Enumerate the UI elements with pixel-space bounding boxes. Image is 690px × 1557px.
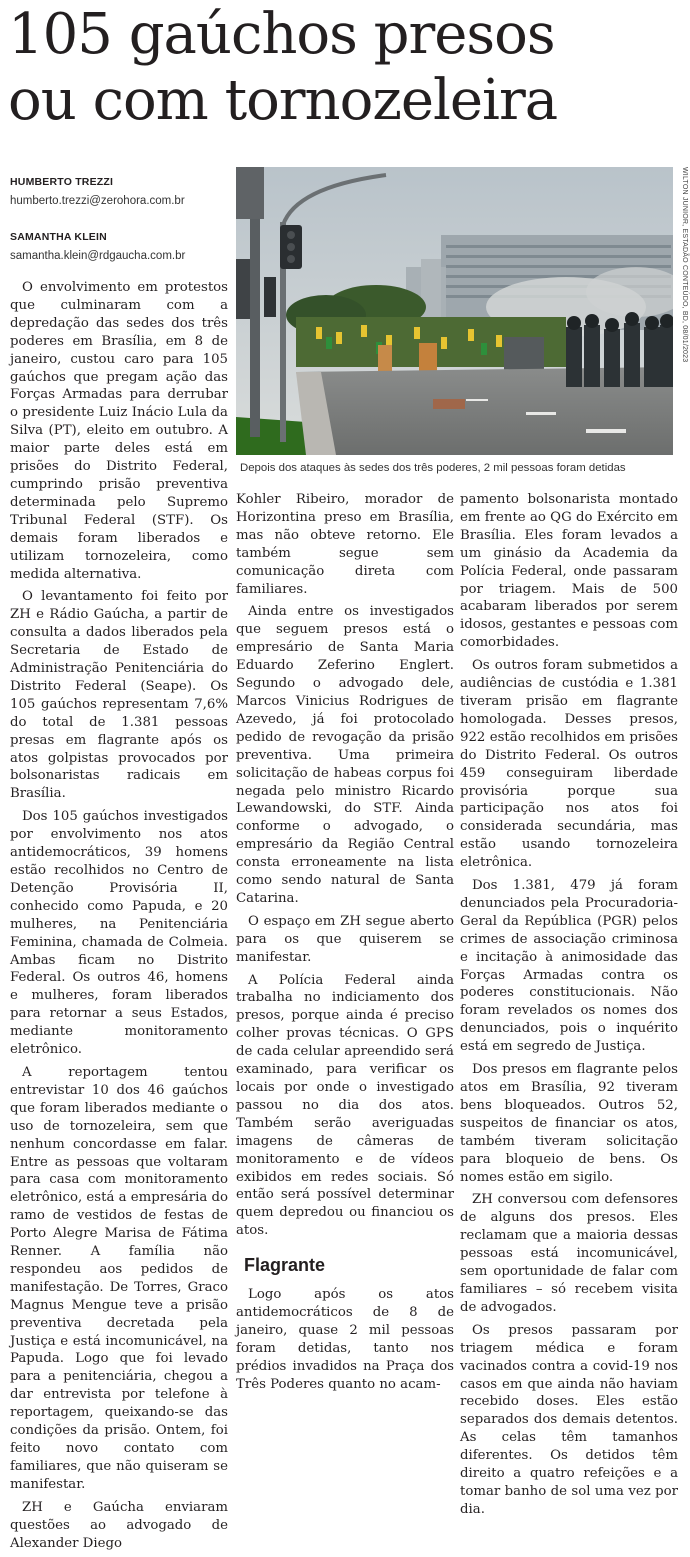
news-photo — [236, 167, 673, 455]
byline-author-2 — [10, 230, 230, 264]
photo-credit-text: WILTON JUNIOR, ESTADÃO CONTEÚDO, BD, 08/01/2023 — [681, 167, 688, 363]
author-email[interactable]: samantha.klein@rdgaucha.com.br — [10, 250, 186, 262]
article-column-2 — [236, 491, 454, 1399]
article-column-3 — [460, 491, 678, 1524]
paragraph: ZH conversou com defensores de alguns dos presos. Eles reclamam que a maioria dessas pessoas está incomunicável, sem oportunidade de falar com familiares – só recebem visita de advogados. — [460, 1192, 678, 1315]
paragraph: pamento bolsonarista montado em frente ao QG do Exército em Brasília. Eles foram levados a um ginásio da Academia da Polícia Federal, onde passaram por triagem. Mais de 500 acabaram liberados por serem idosos, gestantes e pessoas com comorbidades. — [460, 492, 678, 651]
byline-author-1 — [10, 175, 230, 209]
author-name: HUMBERTO TREZZI — [10, 176, 114, 188]
paragraph: Dos 1.381, 479 já foram denunciados pela Procuradoria-Geral da República (PGR) pelos crimes de associação criminosa e incitação à animosidade das Forças Armadas contra os poderes constitucionais. Não foram revelados os nomes dos denunciados, pois o inquérito está em segredo de Justiça. — [460, 878, 678, 1055]
paragraph: ZH e Gaúcha enviaram questões ao advogado de Alexander Diego — [10, 1499, 228, 1551]
headline-line-2: ou com tornozeleira — [8, 68, 558, 133]
author-name: SAMANTHA KLEIN — [10, 231, 107, 243]
paragraph: O levantamento foi feito por ZH e Rádio Gaúcha, a partir de consulta a dados liberados pela Secretaria de Estado de Administração Penitenciária do Distrito Federal (Seape). Os 105 gaúchos representam 7,6% do total de 1.381 pessoas presas em flagrante após os atos golpistas provocados por bolsonaristas radicais em Brasília. — [10, 589, 228, 802]
protest-scene-illustration — [236, 167, 673, 455]
photo-credit — [676, 167, 688, 455]
paragraph: A Polícia Federal ainda trabalha no indiciamento dos presos, porque ainda é preciso colher provas técnicas. O GPS de cada celular apreendido será examinado, para verificar os locais por onde o investigado passou no dia dos atos. Também serão averiguadas imagens de câmeras de monitoramento e de vídeos exibidos em redes sociais. Só então será possível determinar quem depredou ou financiou os atos. — [236, 972, 454, 1239]
headline — [8, 2, 688, 134]
paragraph: Os outros foram submetidos a audiências de custódia e 1.381 tiveram prisão em flagrante homologada. Desses presos, 922 estão recolhidos em prisões do Distrito Federal. Os outros 459 conseguiram liberdade provisória porque sua participação nos atos foi considerada secundária, mas estão usando tornozeleira eletrônica. — [460, 658, 678, 871]
paragraph: Os presos passaram por triagem médica e foram vacinados contra a covid-19 nos casos em que ainda não haviam recebido doses. Eles estão separados dos demais detentos. As celas têm tamanhos diferentes. Os detidos têm direito a quatro refeições e a tomar banho de sol uma vez por dia. — [460, 1322, 678, 1517]
paragraph: Kohler Ribeiro, morador de Horizontina preso em Brasília, mas não obteve retorno. Ele também segue sem comunicação direta com familiares. — [236, 492, 454, 597]
author-email[interactable]: humberto.trezzi@zerohora.com.br — [10, 195, 185, 207]
article-column-1 — [10, 279, 228, 1557]
paragraph: Logo após os atos antidemocráticos de 8 de janeiro, quase 2 mil pessoas foram detidas, tanto nos prédios invadidos na Praça dos Três Poderes quanto no acam- — [236, 1287, 454, 1392]
photo-caption: Depois dos ataques às sedes dos três poderes, 2 mil pessoas foram detidas — [240, 462, 626, 474]
subheading: Flagrante — [244, 1255, 326, 1276]
headline-line-1: 105 gaúchos presos — [8, 2, 555, 67]
paragraph: Dos presos em flagrante pelos atos em Brasília, 92 tiveram bens bloqueados. Outros 52, suspeitos de financiar os atos, também tiveram solicitação para bloqueio de bens. Os nomes estão em sigilo. — [460, 1062, 678, 1185]
paragraph: A reportagem tentou entrevistar 10 dos 46 gaúchos que foram liberados mediante o uso de tornozeleira, sem que nenhum concordasse em falar. Entre as pessoas que voltaram para casa com monitoramento eletrônico, está a empresária do ramo de vestidos de festas de Porto Alegre Marisa de Fátima Renner. A família não respondeu aos pedidos de manifestação. De Torres, Graco Magnus Mengue teve a prisão preventiva decretada pela Justiça e está incomunicável, na Papuda. Logo que foi levado para a penitenciária, chegou a dar entrevista por telefone à reportagem, queixando-se das condições da prisão. Ontem, foi feito novo contato com familiares, que não quiseram se manifestar. — [10, 1064, 229, 1492]
paragraph: Ainda entre os investigados que seguem presos está o empresário de Santa Maria Eduardo Zeferino Englert. Segundo o advogado dele, Marcos Vinicius Rodrigues de Azevedo, já foi protocolado pedido de revogação da prisão preventiva. Uma primeira solicitação de habeas corpus foi negada pelo ministro Ricardo Lewandowski, do STF. Ainda conforme o advogado, o empresário da Região Central consta erroneamente na lista como sendo natural de Santa Catarina. — [236, 604, 454, 906]
paragraph: Dos 105 gaúchos investigados por envolvimento nos atos antidemocráticos, 39 homens estão recolhidos no Centro de Detenção Provisória II, conhecido como Papuda, e 20 mulheres, na Penitenciária Feminina, chamada de Colmeia. Ambas ficam no Distrito Federal. Os outros 46, homens e mulheres, foram liberados para retornar a seus Estados, mediante monitoramento eletrônico. — [10, 809, 228, 1058]
paragraph: O envolvimento em protestos que culminaram com a depredação das sedes dos três poderes em Brasília, em 8 de janeiro, custou caro para 105 gaúchos que pregam ação das Forças Armadas para derrubar o presidente Luiz Inácio Lula da Silva (PT), eleito em outubro. A maior parte deles está em prisões do Distrito Federal, cumprindo prisão preventiva determinada pelo Supremo Tribunal Federal (STF). Os demais foram liberados e utilizam tornozeleira, como medida alternativa. — [10, 280, 228, 582]
paragraph: O espaço em ZH segue aberto para os que quiserem se manifestar. — [236, 913, 454, 965]
